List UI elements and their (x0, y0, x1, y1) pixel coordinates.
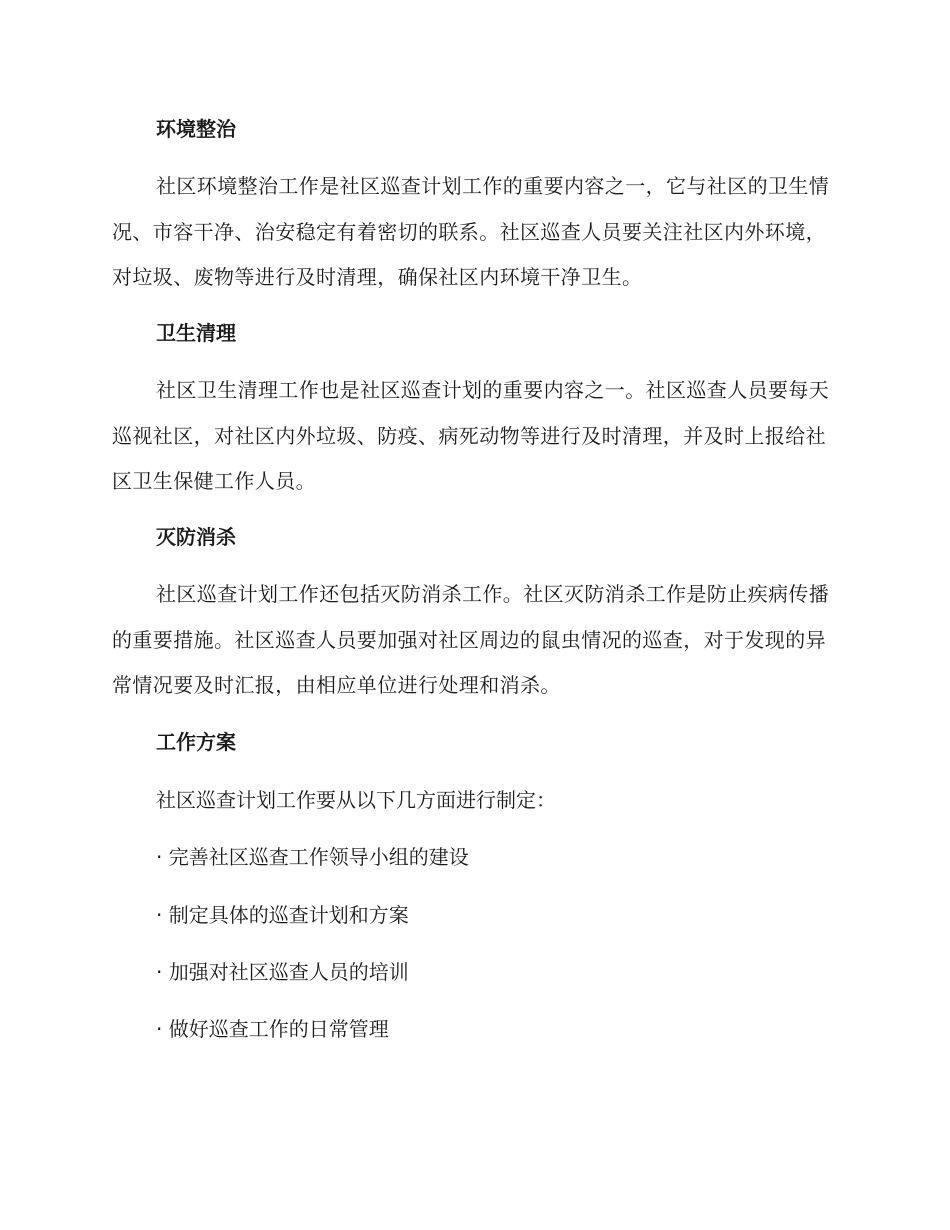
section-body-disinfection: 社区巡查计划工作还包括灭防消杀工作。社区灭防消杀工作是防止疾病传播的重要措施。社区巡查人员要加强对社区周边的鼠虫情况的巡查，对于发现的异常情况要及时汇报，由相应单位进行处理和消杀。 (112, 582, 830, 697)
section-heading-environment: 环境整治 (156, 117, 236, 141)
section-heading-sanitation: 卫生清理 (156, 321, 236, 345)
list-item: · 加强对社区巡查人员的培训 (156, 960, 409, 984)
section-body-sanitation: 社区卫生清理工作也是社区巡查计划的重要内容之一。社区巡查人员要每天巡视社区，对社区内外垃圾、防疫、病死动物等进行及时清理，并及时上报给社区卫生保健工作人员。 (112, 378, 830, 493)
section-heading-disinfection: 灭防消杀 (156, 525, 236, 549)
list-item: · 制定具体的巡查计划和方案 (156, 903, 409, 927)
section-heading-work-plan: 工作方案 (156, 730, 236, 754)
list-item: · 完善社区巡查工作领导小组的建设 (156, 845, 469, 869)
section-body-environment: 社区环境整治工作是社区巡查计划工作的重要内容之一，它与社区的卫生情况、市容干净、治安稳定有着密切的联系。社区巡查人员要关注社区内外环境，对垃圾、废物等进行及时清理，确保社区内环境干净卫生。 (112, 174, 830, 289)
list-item: · 做好巡查工作的日常管理 (156, 1017, 389, 1041)
work-plan-intro: 社区巡查计划工作要从以下几方面进行制定： (156, 788, 556, 812)
